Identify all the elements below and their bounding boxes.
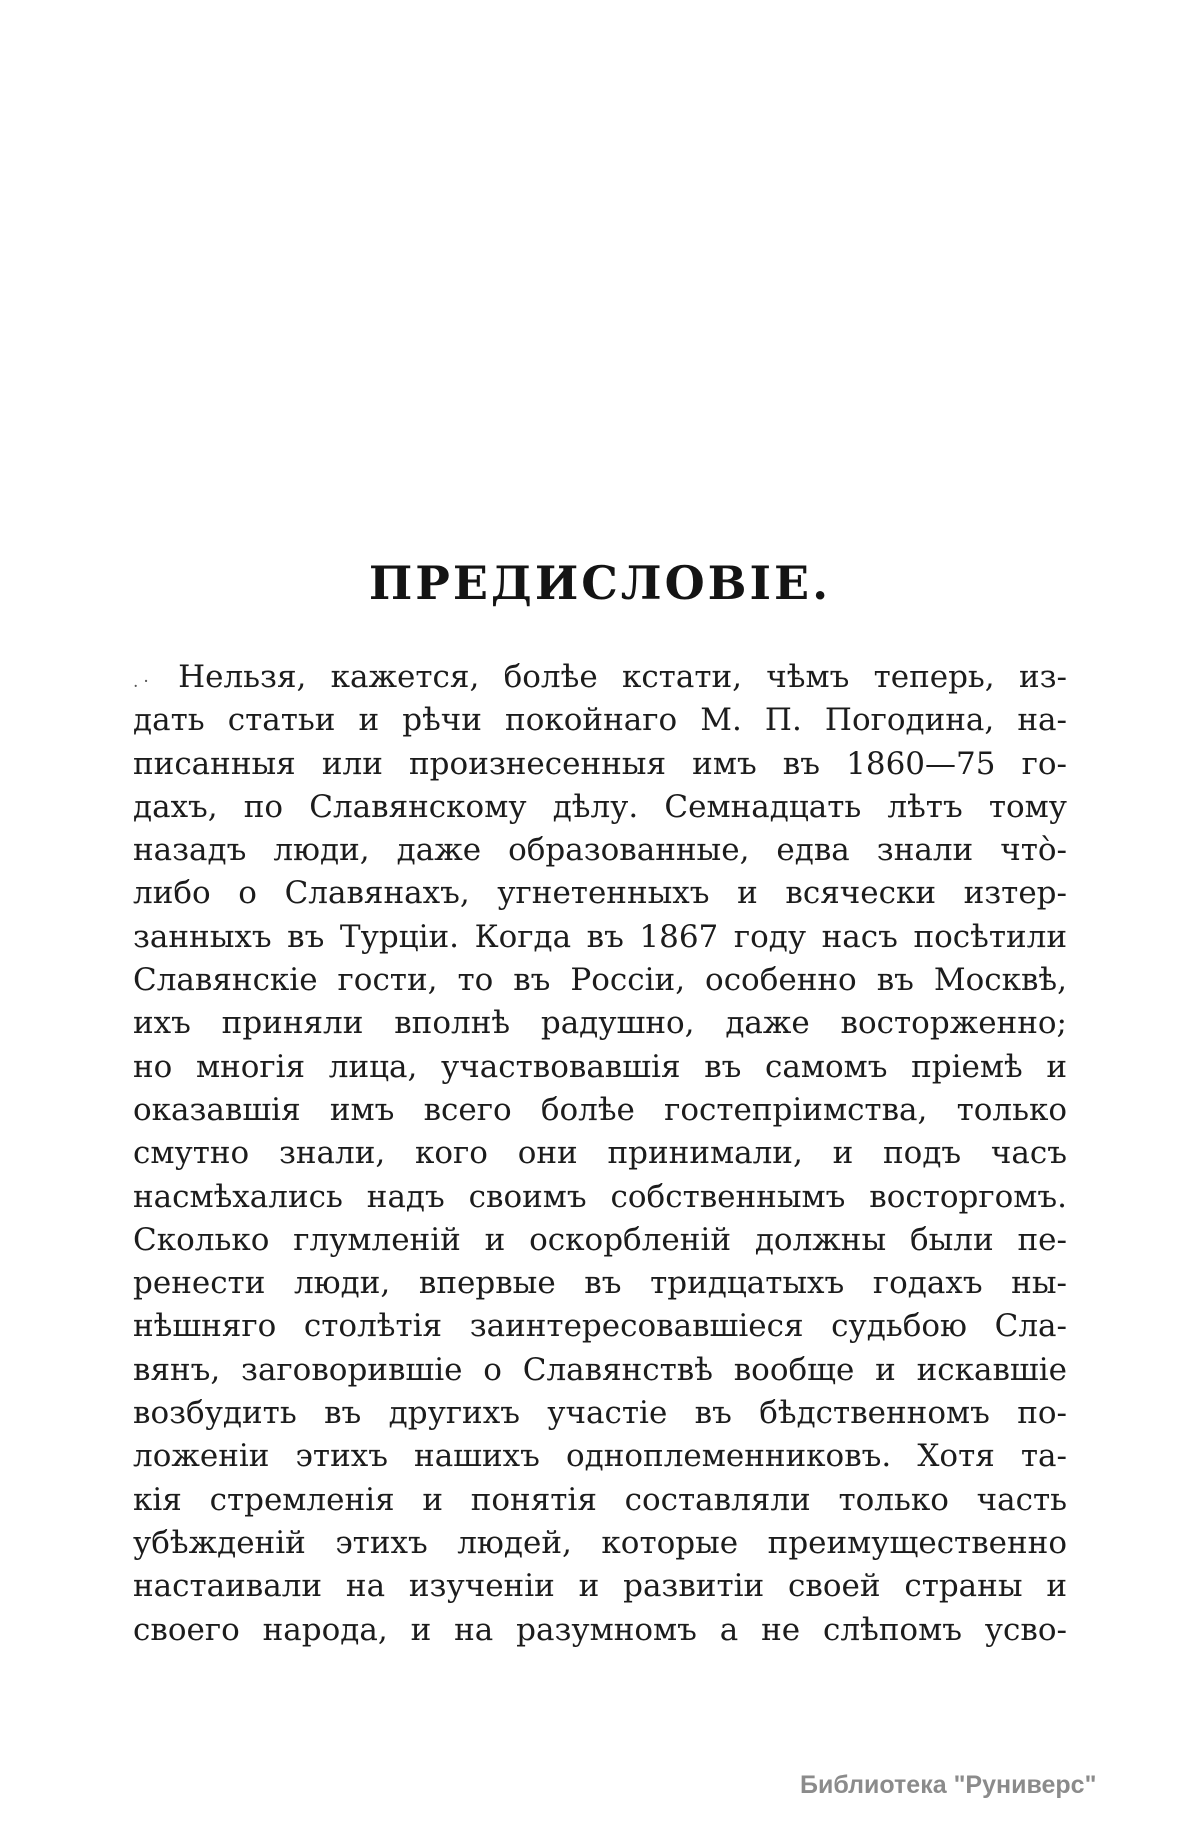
paragraph-line: но многія лица, участвовавшія въ самомъ пріемѣ и <box>133 1048 1067 1085</box>
runivers-library-watermark: Библиотека "Руниверс" <box>800 1771 1097 1799</box>
page-title: ПРЕДИСЛОВІЕ. <box>368 556 832 610</box>
paragraph-line: занныхъ въ Турціи. Когда въ 1867 году насъ посѣтили <box>133 918 1067 955</box>
paragraph-line: оказавшія имъ всего болѣе гостепріимства, только <box>133 1091 1067 1128</box>
paragraph-line: настаивали на изученіи и развитіи своей страны и <box>133 1568 1067 1605</box>
paragraph-line: нѣшняго столѣтія заинтересовавшіеся судьбою Сла- <box>133 1308 1067 1345</box>
paragraph-line: ихъ приняли вполнѣ радушно, даже восторженно; <box>133 1005 1067 1042</box>
paragraph-line: насмѣхались надъ своимъ собственнымъ восторгомъ. <box>133 1178 1067 1215</box>
paragraph-line: писанныя или произнесенныя имъ въ 1860—75 го- <box>133 745 1067 782</box>
paragraph-line: Сколько глумленій и оскорбленій должны были пе- <box>133 1221 1067 1258</box>
paragraph-line: назадъ люди, даже образованные, едва знали что̀- <box>133 832 1067 869</box>
paragraph-line: ложеніи этихъ нашихъ одноплеменниковъ. Хотя та- <box>133 1438 1067 1475</box>
paragraph-line: Славянскіе гости, то въ Россіи, особенно въ Москвѣ, <box>133 962 1067 999</box>
paragraph-line: ренести люди, впервые въ тридцатыхъ годахъ ны- <box>133 1265 1067 1302</box>
paragraph-line: убѣжденій этихъ людей, которые преимущественно <box>133 1524 1067 1561</box>
preface-paragraph <box>133 656 1067 1652</box>
paragraph-line: возбудить въ другихъ участіе въ бѣдственномъ по- <box>133 1395 1067 1432</box>
paragraph-line: дахъ, по Славянскому дѣлу. Семнадцать лѣтъ тому <box>133 788 1067 825</box>
paragraph-line: кія стремленія и понятія составляли только часть <box>133 1481 1067 1518</box>
paragraph-line-text: Нельзя, кажется, болѣе кстати, чѣмъ теперь, из- <box>178 659 1067 695</box>
scan-artifact: .· <box>133 672 154 692</box>
paragraph-line: вянъ, заговорившіе о Славянствѣ вообще и искавшіе <box>133 1351 1067 1388</box>
paragraph-line <box>133 656 1067 699</box>
paragraph-line: либо о Славянахъ, угнетенныхъ и всячески изтер- <box>133 875 1067 912</box>
paragraph-line: смутно знали, кого они принимали, и подъ часъ <box>133 1135 1067 1172</box>
paragraph-line: своего народа, и на разумномъ а не слѣпомъ усво- <box>133 1611 1067 1648</box>
paragraph-line: дать статьи и рѣчи покойнаго М. П. Погодина, на- <box>133 702 1067 739</box>
